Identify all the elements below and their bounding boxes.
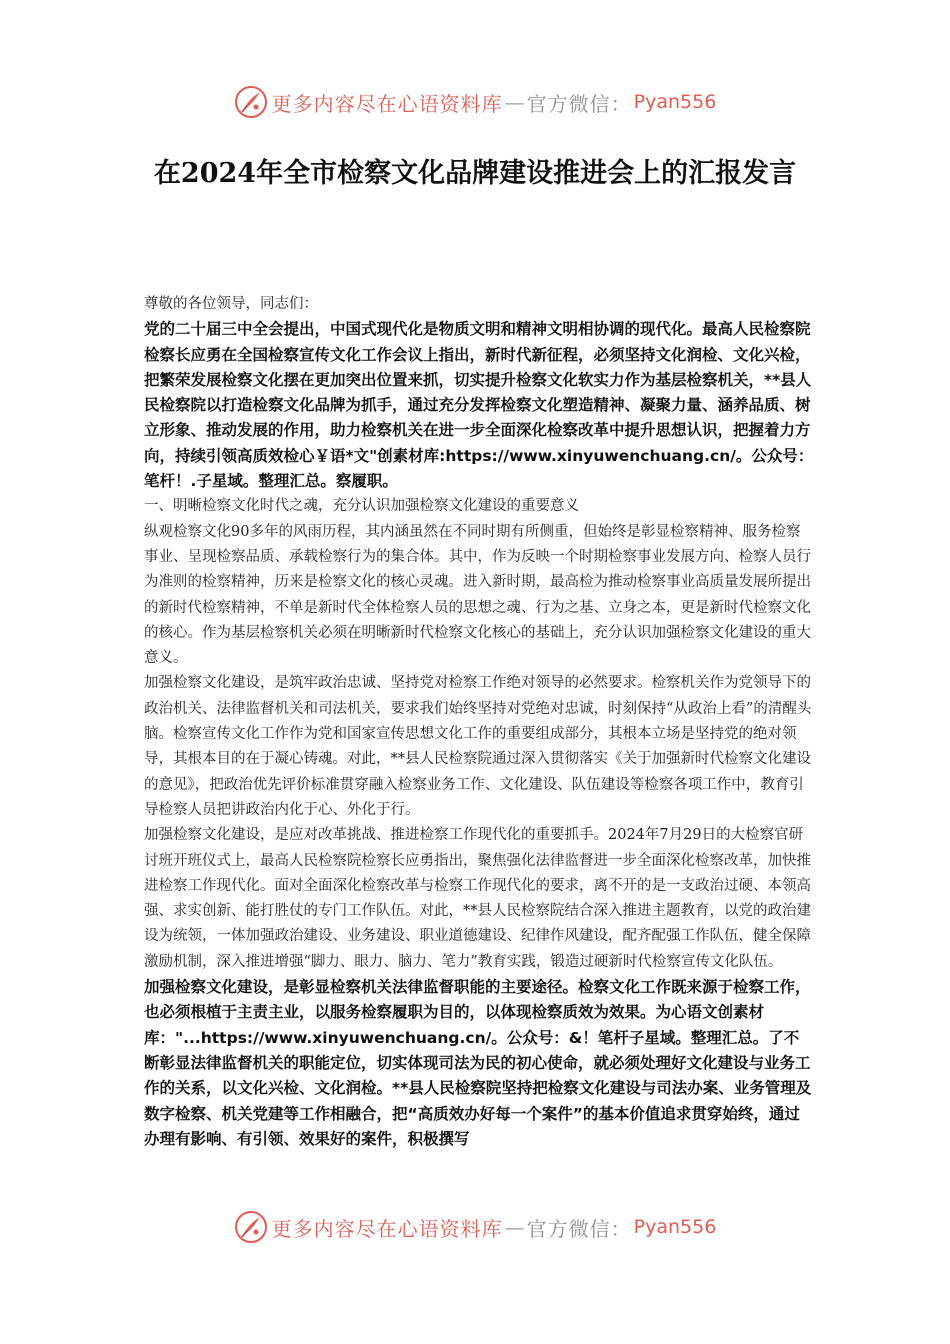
watermark-separator: — [504,90,525,114]
section-heading: 一、明晰检察文化时代之魂，充分认识加强检察文化建设的重要意义 [144,498,579,515]
paragraph: 纵观检察文化90多年的风雨历程，其内涵虽然在不同时期有所侧重，但始终是彰显检察精神、服务检察事业、呈现检察品质、承载检察行为的集合体。其中，作为反映一个时期检察事业发展方向、检察人员行为准则的检察精神，历来是检察文化的核心灵魂。进入新时期，最高检为推动检察事业高质量发展所提出的新时代检察精神，不单是新时代全体检察人员的思想之魂、行为之基、立身之本，更是新时代检察文化的核心。作为基层检察机关必须在明晰新时代检察文化核心的基础上，充分认识加强检察文化建设的重大意义。 [144,523,811,667]
watermark-main-text: 更多内容尽在心语资料库 [271,91,503,116]
document-title: 在2024年全市检察文化品牌建设推进会上的汇报发言 [153,158,797,189]
paragraph: 加强检察文化建设，是彰显检察机关法律监督职能的主要途径。检察文化工作既来源于检察工作，也必须根植于主责主业，以服务检察履职为目的，以体现检察质效为效果。为心语文创素材库："...https://www.xinyuwenchuang.cn/。公众号：&！笔杆子星域。整理汇总。了不断彰显法律监督机关的职能定位，切实体现司法为民的初心使命，就必须处理好文化建设与业务工作的关系，以文化兴检、文化润检。**县人民检察院坚持把检察文化建设与司法办案、业务管理及数字检察、机关党建等工作相融合，把“高质效办好每一个案件”的基本价值追求贯穿始终，通过办理有影响、有引领、效果好的案件，积极撰写 [144,978,812,1148]
quill-logo-icon [234,1210,268,1244]
paragraph: 党的二十届三中全会提出，中国式现代化是物质文明和精神文明相协调的现代化。最高人民检察院检察长应勇在全国检察宣传文化工作会议上指出，新时代新征程，必须坚持文化润检、文化兴检，把繁荣发展检察文化摆在更加突出位置来抓，切实提升检察文化软实力作为基层检察机关，**县人民检察院以打造检察文化品牌为抓手，通过充分发挥检察文化塑造精神、凝聚力量、涵养品质、树立形象、推动发展的作用，助力检察机关在进一步全面深化检察改革中提升思想认识，把握着力方向，持续引领高质效检心￥语*文"创素材库:https://www.xinyuwenchuang.cn/。公众号：笔杆！.子星域。整理汇总。察履职。 [144,320,814,491]
watermark-main-text: 更多内容尽在心语资料库 [271,1216,503,1241]
paragraph: 加强检察文化建设，是筑牢政治忠诚、坚持党对检察工作绝对领导的必然要求。检察机关作为党领导下的政治机关、法律监督机关和司法机关，要求我们始终坚持对党绝对忠诚，时刻保持“从政治上看”的清醒头脑。检察宣传文化工作作为党和国家宣传思想文化工作的重要组成部分，其根本立场是坚持党的绝对领导，其根本目的在于凝心铸魂。对此，**县人民检察院通过深入贯彻落实《关于加强新时代检察文化建设的意见》，把政治优先评价标准贯穿融入检察业务工作、文化建设、队伍建设等检察各项工作中，教育引导检察人员把讲政治内化于心、外化于行。 [144,675,812,818]
watermark-separator: — [504,1215,525,1239]
paragraph: 加强检察文化建设，是应对改革挑战、推进检察工作现代化的重要抓手。2024年7月29日的大检察官研讨班开班仪式上，最高人民检察院检察长应勇指出，聚焦强化法律监督进一步全面深化检察改革，加快推进检察工作现代化。面对全面深化检察改革与检察工作现代化的要求，离不开的是一支政治过硬、本领高强、求实创新、能打胜仗的专门工作队伍。对此，**县人民检察院结合深入推进主题教育，以党的政治建设为统领，一体加强政治建设、业务建设、职业道德建设、纪律作风建设，配齐配强工作队伍，健全保障激励机制，深入推进增强“脚力、眼力、脑力、笔力”教育实践，锻造过硬新时代检察宣传文化队伍。 [144,827,811,970]
watermark-wechat-id: Pyan556 [633,91,717,113]
quill-logo-icon [234,85,268,119]
watermark-sub-text: 官方微信： [526,91,632,116]
greeting: 尊敬的各位领导，同志们： [144,296,318,312]
document-body [144,292,814,1152]
watermark-wechat-id: Pyan556 [633,1216,717,1238]
watermark-banner-bottom [0,1207,950,1247]
watermark-banner-top [0,82,950,122]
watermark-sub-text: 官方微信： [526,1216,632,1241]
